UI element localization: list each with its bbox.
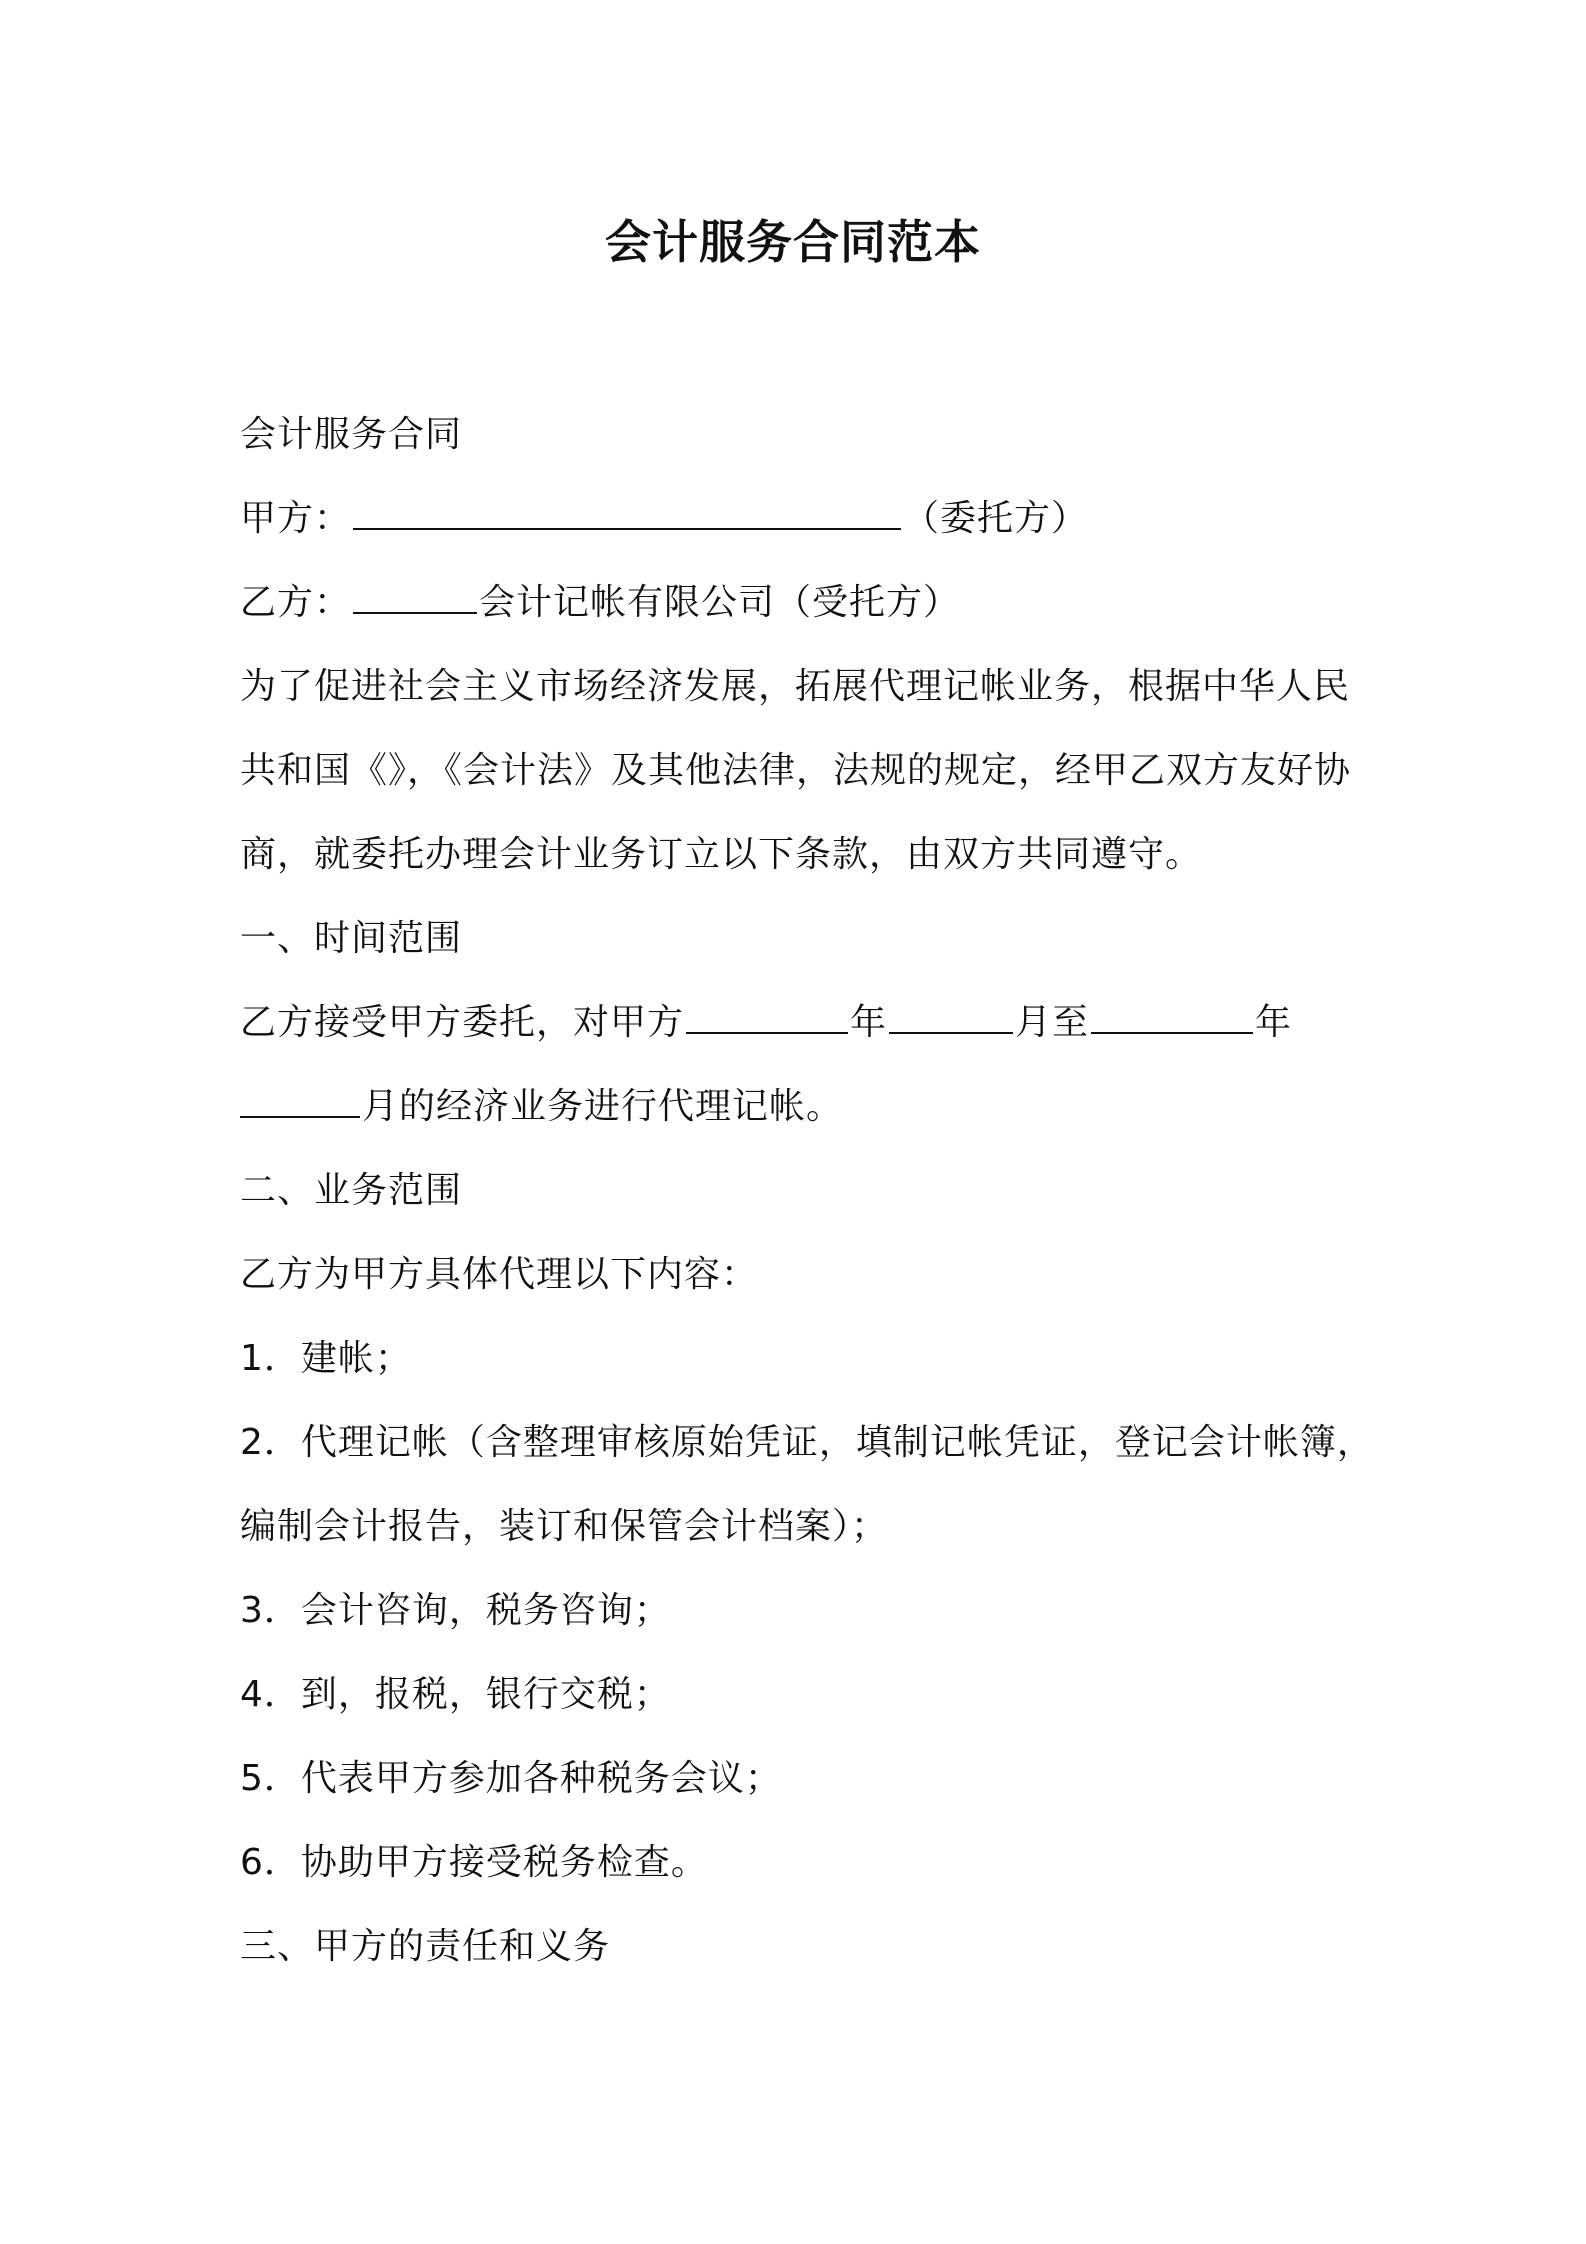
list-item-continuation: 编制会计报告，装订和保管会计档案）； xyxy=(240,1506,889,1547)
document-title: 会计服务合同范本 xyxy=(605,215,981,269)
start-year-label: 年 xyxy=(850,1002,888,1043)
list-item: 5．代表甲方参加各种税务会议； xyxy=(240,1758,782,1799)
list-item: 2．代理记帐（含整理审核原始凭证，填制记帐凭证，登记会计帐簿， xyxy=(240,1422,1374,1463)
contract-heading: 会计服务合同 xyxy=(240,414,463,455)
section-2-title: 二、业务范围 xyxy=(240,1170,463,1211)
party-a-name-blank xyxy=(353,494,901,530)
party-b-line xyxy=(240,578,1380,628)
party-b-label: 乙方： xyxy=(240,582,352,623)
start-month-blank xyxy=(889,998,1013,1034)
end-year-blank xyxy=(1091,998,1253,1034)
party-b-company: 会计记帐有限公司（受托方） xyxy=(479,582,961,623)
end-year-label: 年 xyxy=(1255,1002,1293,1043)
section-3-title: 三、甲方的责任和义务 xyxy=(240,1926,611,1967)
section-1-text-b: 月的经济业务进行代理记帐。 xyxy=(362,1086,844,1127)
intro-line-1: 为了促进社会主义市场经济发展，拓展代理记帐业务，根据中华人民 xyxy=(240,666,1351,707)
list-item: 4．到，报税，银行交税； xyxy=(240,1674,671,1715)
party-a-line xyxy=(240,494,1380,544)
party-a-label: 甲方： xyxy=(240,498,352,539)
section-1-title: 一、时间范围 xyxy=(240,918,463,959)
section-2-intro: 乙方为甲方具体代理以下内容： xyxy=(240,1254,759,1295)
intro-line-3: 商，就委托办理会计业务订立以下条款，由双方共同遵守。 xyxy=(240,834,1203,875)
section-1-text-line-2 xyxy=(240,1082,1380,1132)
section-1-text-a: 乙方接受甲方委托，对甲方 xyxy=(240,1002,685,1043)
list-item: 1．建帐； xyxy=(240,1338,412,1379)
party-a-role: （委托方） xyxy=(903,498,1089,539)
end-month-blank xyxy=(240,1082,360,1118)
party-b-name-blank xyxy=(353,578,477,614)
section-1-text-line-1 xyxy=(240,998,1380,1048)
intro-line-2: 共和国《》，《会计法》及其他法律，法规的规定，经甲乙双方友好协 xyxy=(240,750,1352,791)
start-month-label: 月至 xyxy=(1015,1002,1090,1043)
list-item: 6．协助甲方接受税务检查。 xyxy=(240,1842,708,1883)
start-year-blank xyxy=(686,998,848,1034)
list-item: 3．会计咨询，税务咨询； xyxy=(240,1590,671,1631)
